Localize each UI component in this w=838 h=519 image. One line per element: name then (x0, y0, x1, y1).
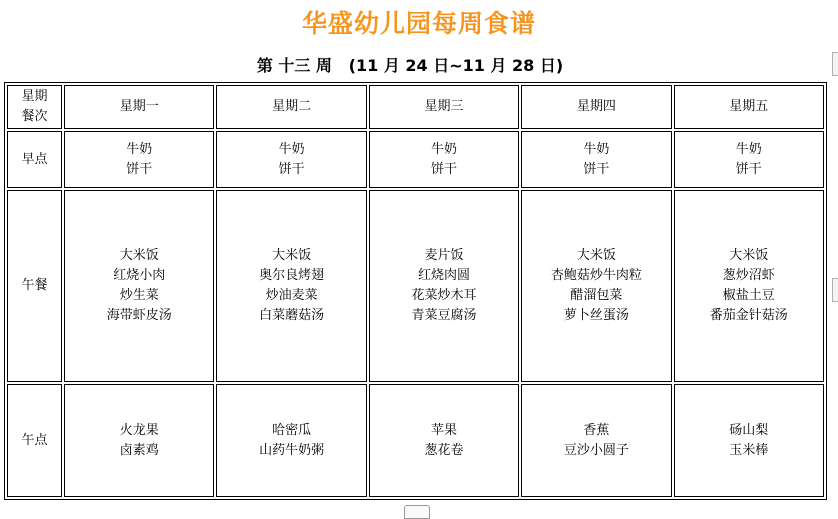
dish: 葱炒沼虾 (722, 268, 775, 283)
menu-cell (674, 131, 824, 188)
dish: 豆沙小圆子 (563, 442, 629, 458)
menu-cell (216, 131, 366, 188)
menu-cell (64, 384, 214, 497)
dish: 饼干 (735, 161, 762, 177)
menu-cell (64, 190, 214, 382)
meal-label-breakfast: 早点 (7, 131, 62, 188)
dish: 炒生菜 (119, 288, 159, 303)
dish: 杏鲍菇炒牛肉粒 (550, 268, 642, 283)
corner-label-meal: 餐次 (21, 109, 48, 124)
week-subtitle: 第 十三 周 (11 月 24 日~11 月 28 日) (256, 56, 564, 75)
dish: 砀山梨 (729, 422, 769, 438)
scroll-up-tab[interactable] (832, 52, 838, 76)
dish: 麦片饭 (424, 248, 464, 263)
dish: 红烧小肉 (113, 268, 166, 283)
dish: 牛奶 (583, 141, 610, 157)
menu-cell (521, 384, 671, 497)
day-header-mon: 星期一 (64, 85, 214, 129)
corner-label-weekday: 星期 (21, 89, 48, 104)
meal-row-snack (7, 384, 824, 497)
scroll-down-tab[interactable] (832, 278, 838, 302)
dish: 牛奶 (126, 141, 153, 157)
dish: 椒盐土豆 (722, 288, 775, 303)
dish: 饼干 (278, 161, 305, 177)
dish: 香蕉 (583, 422, 610, 438)
dish: 玉米棒 (729, 442, 769, 458)
dish: 奥尔良烤翅 (259, 268, 325, 283)
dish: 青菜豆腐汤 (411, 308, 477, 323)
menu-cell (369, 131, 519, 188)
meal-row-lunch (7, 190, 824, 382)
dish: 哈密瓜 (272, 422, 312, 438)
dish: 番茄金针菇汤 (709, 308, 788, 323)
menu-cell (64, 131, 214, 188)
corner-cell (7, 85, 62, 129)
dish: 饼干 (126, 161, 153, 177)
dish: 牛奶 (278, 141, 305, 157)
dish: 炒油麦菜 (265, 288, 318, 303)
day-header-fri: 星期五 (674, 85, 824, 129)
menu-cell (521, 190, 671, 382)
dish: 饼干 (430, 161, 457, 177)
dish: 苹果 (430, 422, 457, 438)
dish: 海带虾皮汤 (106, 308, 172, 323)
dish: 火龙果 (119, 422, 159, 438)
page-resize-handle[interactable] (404, 505, 430, 519)
meal-label-snack: 午点 (7, 384, 62, 497)
dish: 红烧肉圆 (417, 268, 470, 283)
dish: 醋溜包菜 (570, 288, 623, 303)
menu-cell (216, 384, 366, 497)
weekly-menu-table (4, 82, 827, 500)
dish: 牛奶 (735, 141, 762, 157)
meal-label-lunch: 午餐 (7, 190, 62, 382)
dish: 大米饭 (119, 248, 159, 263)
dish: 卤素鸡 (119, 442, 159, 458)
meal-row-breakfast (7, 131, 824, 188)
day-header-thu: 星期四 (521, 85, 671, 129)
page-title: 华盛幼儿园每周食谱 (301, 9, 536, 38)
menu-cell (521, 131, 671, 188)
dish: 饼干 (583, 161, 610, 177)
dish: 白菜蘑菇汤 (259, 308, 325, 323)
dish: 大米饭 (272, 248, 312, 263)
menu-cell (369, 190, 519, 382)
dish: 大米饭 (576, 248, 616, 263)
dish: 牛奶 (430, 141, 457, 157)
dish: 萝卜丝蛋汤 (563, 308, 629, 323)
dish: 山药牛奶粥 (259, 442, 325, 458)
menu-cell (369, 384, 519, 497)
dish: 花菜炒木耳 (411, 288, 477, 303)
dish: 大米饭 (729, 248, 769, 263)
header-row (7, 85, 824, 129)
day-header-wed: 星期三 (369, 85, 519, 129)
menu-cell (674, 384, 824, 497)
dish: 葱花卷 (424, 442, 464, 458)
menu-cell (216, 190, 366, 382)
day-header-tue: 星期二 (216, 85, 366, 129)
menu-cell (674, 190, 824, 382)
